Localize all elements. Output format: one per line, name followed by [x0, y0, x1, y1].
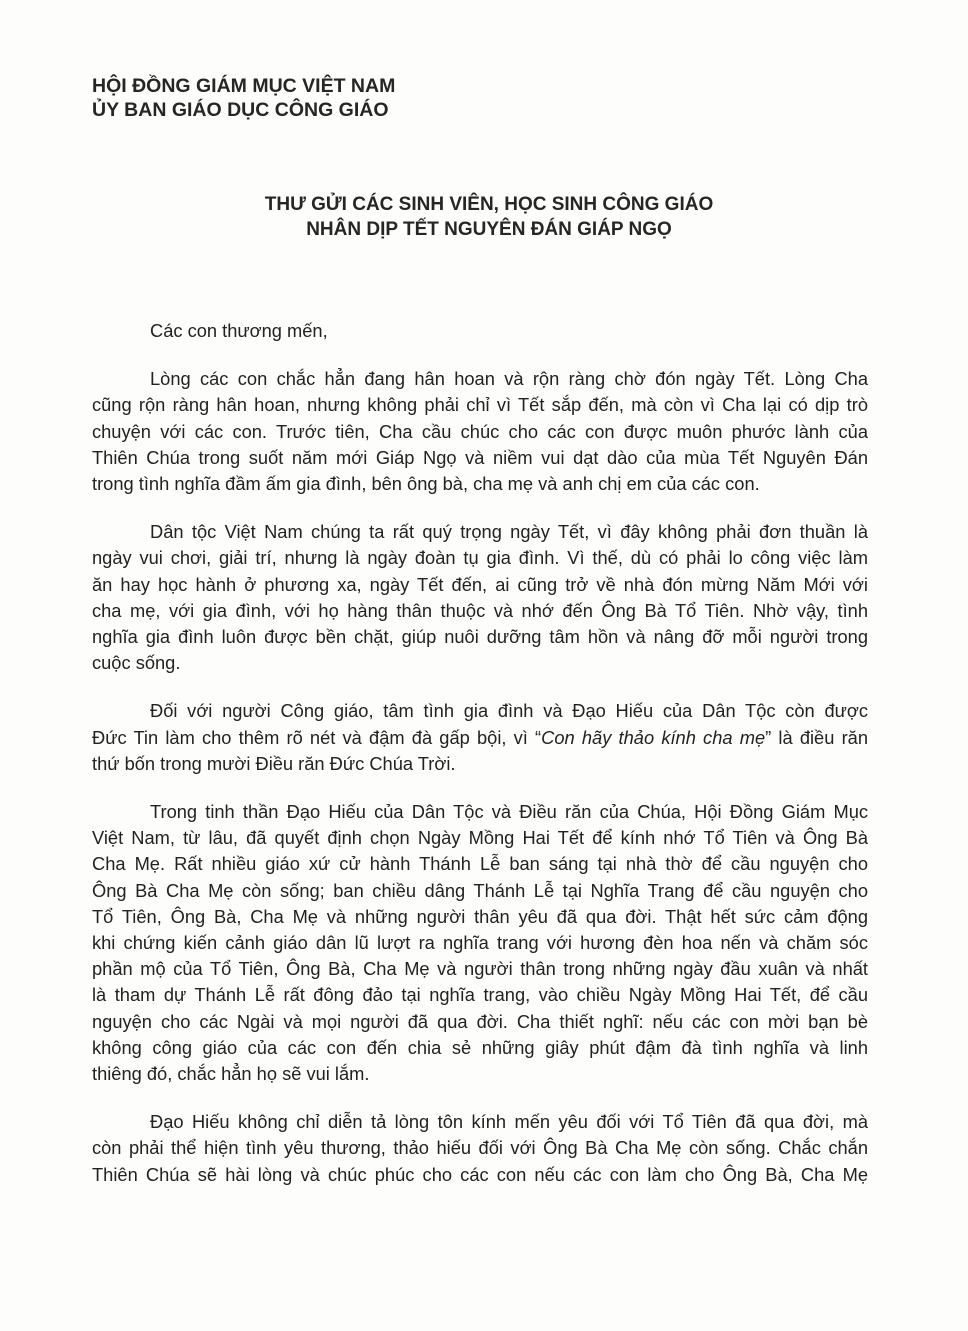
letter-title [0, 192, 968, 242]
paragraph-line: còn phải thể hiện tình yêu thương, thảo hiếu đối với Ông Bà Cha Mẹ còn sống. Chắc chắn [92, 1137, 868, 1159]
paragraph-line: cha mẹ, với gia đình, với họ hàng thân thuộc và nhớ đến Ông Bà Tổ Tiên. Nhờ vậy, tình [92, 599, 868, 621]
paragraph-5 [92, 1109, 868, 1188]
paragraph-4 [92, 799, 868, 1087]
org-line-1: HỘI ĐỒNG GIÁM MỤC VIỆT NAM [92, 75, 396, 97]
issuing-organization [92, 74, 395, 122]
org-line-2: ỦY BAN GIÁO DỤC CÔNG GIÁO [92, 99, 389, 121]
paragraph-line: Trong tinh thần Đạo Hiếu của Dân Tộc và Điều răn của Chúa, Hội Đồng Giám Mục [150, 801, 868, 823]
paragraph-line: thứ bốn trong mười Điều răn Đức Chúa Trời. [92, 752, 456, 774]
paragraph-2 [92, 519, 868, 676]
paragraph-line: khi chứng kiến cảnh giáo dân lũ lượt ra nghĩa trang với hương đèn hoa nến và chăm sóc [92, 932, 868, 954]
paragraph-line: Việt Nam, từ lâu, đã quyết định chọn Ngày Mồng Hai Tết để kính nhớ Tổ Tiên và Ông Bà [92, 827, 868, 849]
paragraph-line: ăn hay học hành ở phương xa, ngày Tết đến, ai cũng trở về nhà đón mừng Năm Mới với [92, 573, 868, 595]
paragraph-line: cuộc sống. [92, 652, 181, 674]
paragraph-line: phần mộ của Tổ Tiên, Ông Bà, Cha Mẹ và người thân trong những ngày đầu xuân và nhất [92, 958, 868, 980]
paragraph-line: Tổ Tiên, Ông Bà, Cha Mẹ và những người thân yêu đã qua đời. Thật hết sức cảm động [92, 905, 868, 927]
paragraph-line: nghĩa gia đình luôn được bền chặt, giúp nuôi dưỡng tâm hồn và nâng đỡ mỗi người trong [92, 626, 868, 648]
paragraph-line: Lòng các con chắc hẳn đang hân hoan và rộn ràng chờ đón ngày Tết. Lòng Cha [150, 368, 868, 390]
salutation: Các con thương mến, [150, 320, 328, 341]
paragraph-line: cũng rộn ràng hân hoan, nhưng không phải chỉ vì Tết sắp đến, mà còn vì Cha lại có dịp trò [92, 394, 868, 416]
commandment-quote: Con hãy thảo kính cha mẹ [541, 726, 766, 748]
paragraph-line: Dân tộc Việt Nam chúng ta rất quý trọng ngày Tết, vì đây không phải đơn thuần là [150, 521, 868, 543]
title-line-1: THƯ GỬI CÁC SINH VIÊN, HỌC SINH CÔNG GIÁO [264, 194, 714, 215]
paragraph-line: trong tình nghĩa đầm ấm gia đình, bên ông bà, cha mẹ và anh chị em của các con. [92, 473, 760, 495]
paragraph-line: Cha Mẹ. Rất nhiều giáo xứ cử hành Thánh Lễ ban sáng tại nhà thờ để cầu nguyện cho [92, 853, 868, 875]
title-line-2: NHÂN DỊP TẾT NGUYÊN ĐÁN GIÁP NGỌ [306, 219, 672, 240]
paragraph-line: chuyện với các con. Trước tiên, Cha cầu chúc cho các con được muôn phước lành của [92, 420, 868, 442]
paragraph-line: Đối với người Công giáo, tâm tình gia đình và Đạo Hiếu của Dân Tộc còn được [150, 700, 868, 722]
paragraph-line: ngày vui chơi, giải trí, nhưng là ngày đoàn tụ gia đình. Vì thế, dù có phải lo công việc làm [92, 547, 868, 569]
paragraph-line: không công giáo của các con đến chia sẻ những giây phút đậm đà tình nghĩa và linh [92, 1036, 868, 1058]
paragraph-1 [92, 366, 868, 497]
paragraph-line: Ông Bà Cha Mẹ còn sống; ban chiều dâng Thánh Lễ tại Nghĩa Trang để cầu nguyện cho [92, 879, 868, 901]
quote-trail-text: ” là điều răn [765, 726, 868, 748]
paragraph-line: Thiên Chúa sẽ hài lòng và chúc phúc cho các con nếu các con làm cho Ông Bà, Cha Mẹ [92, 1163, 868, 1185]
quote-lead-text: Đức Tin làm cho thêm rõ nét và đậm đà gấp bội, vì “ [92, 726, 542, 748]
paragraph-line: Thiên Chúa trong suốt năm mới Giáp Ngọ và niềm vui dạt dào của mùa Tết Nguyên Đán [92, 446, 868, 468]
paragraph-line: Đạo Hiếu không chỉ diễn tả lòng tôn kính mến yêu đối với Tổ Tiên đã qua đời, mà [150, 1111, 868, 1133]
letter-body [92, 318, 868, 1210]
paragraph-line: nguyện cho các Ngài và mọi người đã qua đời. Cha thiết nghĩ: nếu các con mời bạn bè [92, 1010, 868, 1032]
paragraph-3 [92, 698, 868, 777]
paragraph-line: là tham dự Thánh Lễ rất đông đảo tại nghĩa trang, vào chiều Ngày Mồng Hai Tết, để cầu [92, 984, 868, 1006]
paragraph-line: thiêng đó, chắc hẳn họ sẽ vui lắm. [92, 1063, 370, 1085]
paragraph-line-with-quote [92, 725, 868, 751]
